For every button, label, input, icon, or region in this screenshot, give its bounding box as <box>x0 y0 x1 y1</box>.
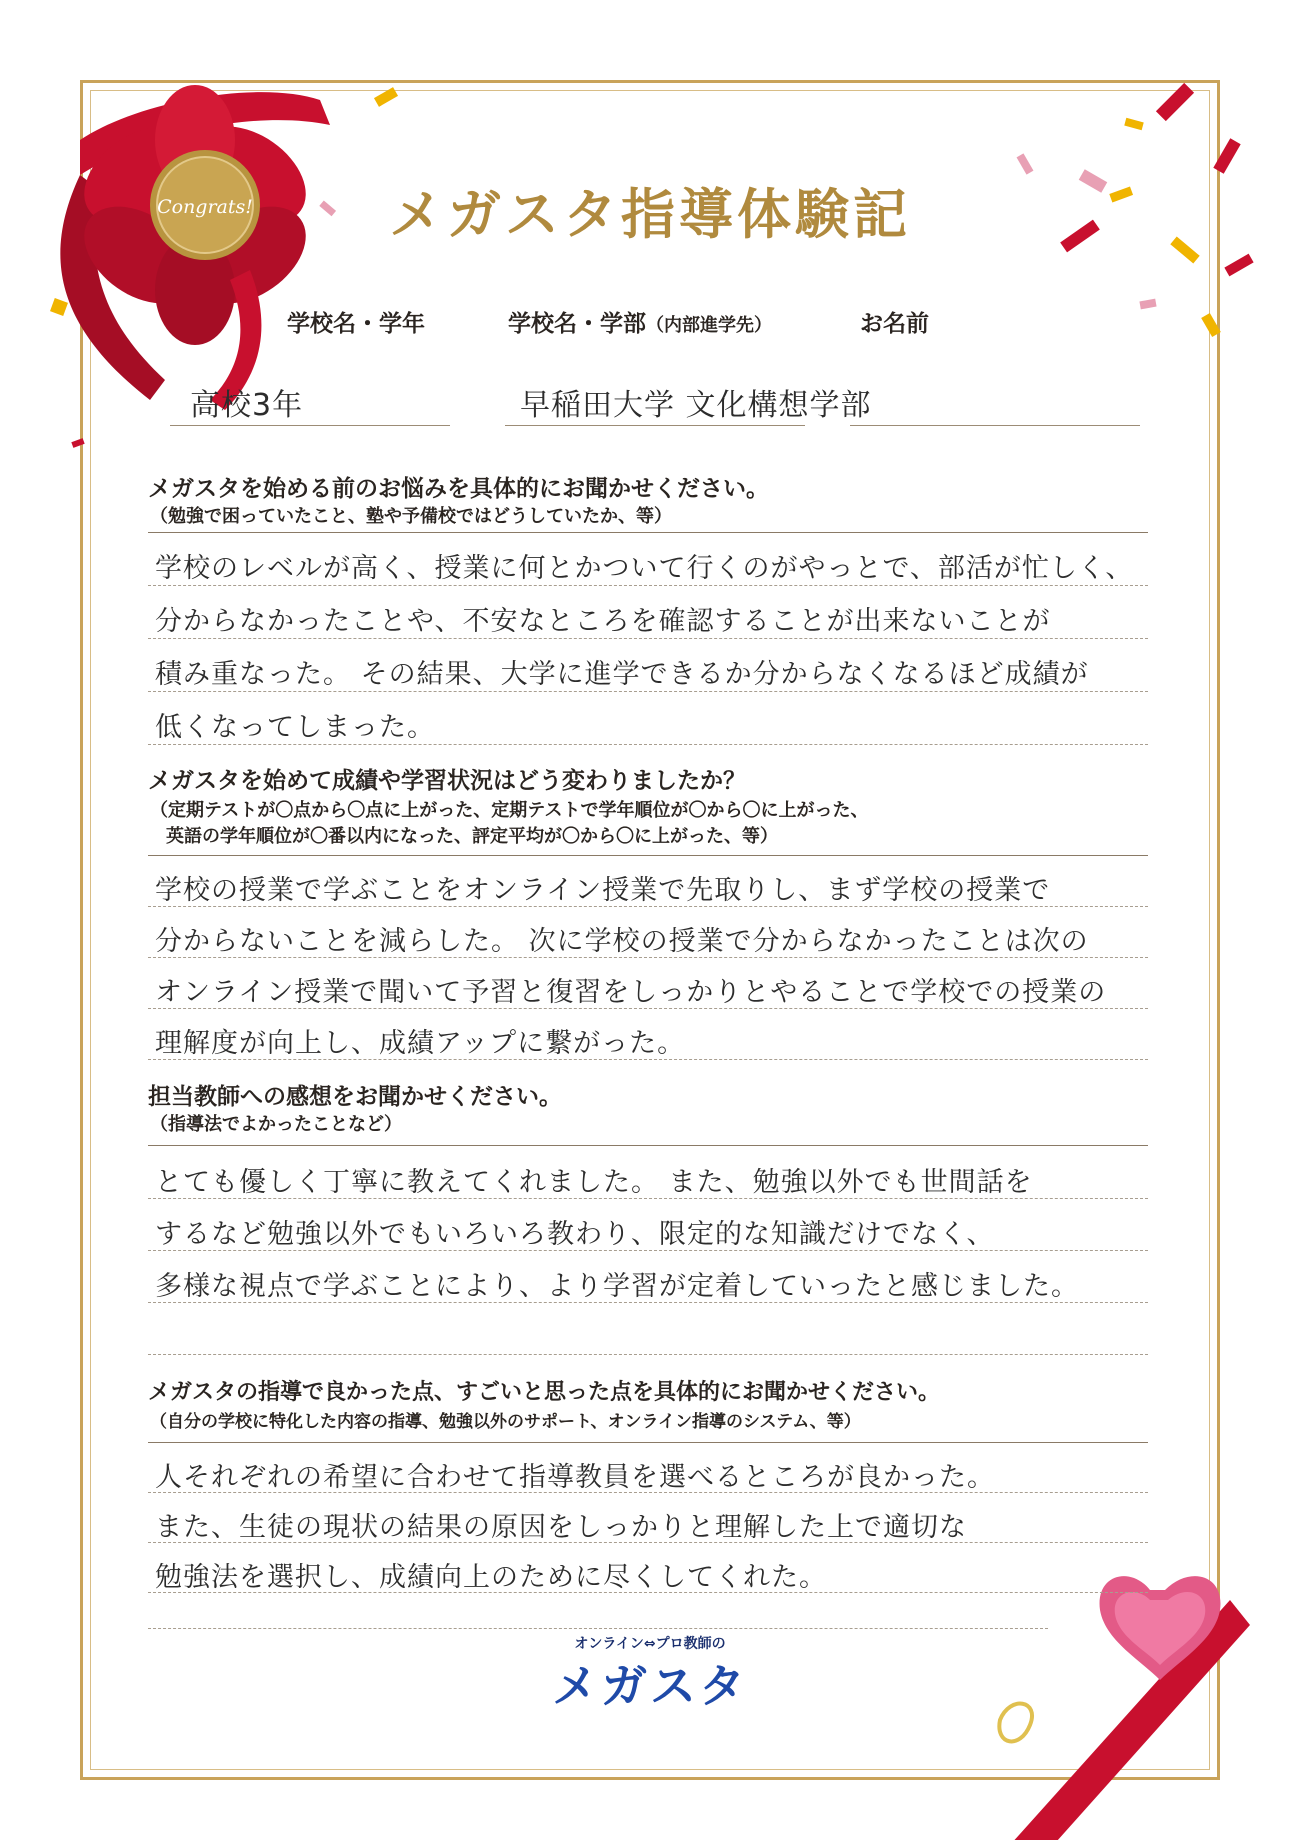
header-school-faculty-note: （内部進学先） <box>646 315 772 336</box>
question-2-note-1: （定期テストが〇点から〇点に上がった、定期テストで学年順位が〇から〇に上がった、 <box>150 800 869 821</box>
answer-3-rule <box>148 1302 1148 1303</box>
header-school-faculty <box>508 305 772 338</box>
answer-3-line-2: するなど勉強以外でもいろいろ教わり、限定的な知識だけでなく、 <box>155 1219 995 1250</box>
answer-1-line-1: 学校のレベルが高く、授業に何とかついて行くのがやっとで、部活が忙しく、 <box>155 553 1134 584</box>
answer-2-line-1: 学校の授業で学ぶことをオンライン授業で先取りし、まず学校の授業で <box>155 875 1051 906</box>
question-1-top-rule <box>148 532 1148 533</box>
answer-2-rule <box>148 1059 1148 1060</box>
answer-4-rule <box>148 1542 1148 1543</box>
value-school-faculty: 早稲田大学 文化構想学部 <box>520 388 872 423</box>
answer-4-rule <box>148 1628 1048 1629</box>
brand-logo: メガスタ <box>552 1659 748 1713</box>
answer-2-line-4: 理解度が向上し、成績アップに繋がった。 <box>155 1028 686 1059</box>
underline-school-grade <box>170 425 450 426</box>
answer-1-line-3: 積み重なった。 その結果、大学に進学できるか分からなくなるほど成績が <box>155 659 1089 690</box>
question-1-note: （勉強で困っていたこと、塾や予備校ではどうしていたか、等） <box>150 506 672 527</box>
answer-1-line-4: 低くなってしまった。 <box>155 712 435 743</box>
answer-2-line-2: 分からないことを減らした。 次に学校の授業で分からなかったことは次の <box>155 926 1089 957</box>
answer-4-line-3: 勉強法を選択し、成績向上のために尽くしてくれた。 <box>155 1562 827 1593</box>
underline-name <box>850 425 1140 426</box>
answer-3-rule <box>148 1198 1148 1199</box>
answer-2-rule <box>148 957 1148 958</box>
question-2-note-2: 英語の学年順位が〇番以内になった、評定平均が〇から〇に上がった、等） <box>166 826 778 847</box>
answer-2-line-3: オンライン授業で聞いて予習と復習をしっかりとやることで学校での授業の <box>155 977 1107 1008</box>
answer-4-line-2: また、生徒の現状の結果の原因をしっかりと理解した上で適切な <box>155 1512 967 1543</box>
answer-3-line-3: 多様な視点で学ぶことにより、より学習が定着していったと感じました。 <box>155 1271 1079 1302</box>
question-3-note: （指導法でよかったことなど） <box>150 1114 402 1135</box>
answer-4-line-1: 人それぞれの希望に合わせて指導教員を選べるところが良かった。 <box>155 1462 995 1493</box>
question-3-title: 担当教師への感想をお聞かせください。 <box>148 1083 562 1110</box>
answer-2-rule <box>148 906 1148 907</box>
answer-2-rule <box>148 1008 1148 1009</box>
answer-3-line-1: とても優しく丁寧に教えてくれました。 また、勉強以外でも世間話を <box>155 1167 1033 1198</box>
answer-3-rule <box>148 1354 1148 1355</box>
question-2-title: メガスタを始めて成績や学習状況はどう変わりましたか？ <box>148 767 746 794</box>
answer-4-rule <box>148 1492 1148 1493</box>
answer-1-rule <box>148 585 1148 586</box>
question-4-title: メガスタの指導で良かった点、すごいと思った点を具体的にお聞かせください。 <box>148 1379 941 1405</box>
question-3-top-rule <box>148 1145 1148 1146</box>
brand-tagline: オンライン⇔プロ教師の <box>574 1636 726 1652</box>
congrats-badge-text: Congrats! <box>157 196 253 218</box>
answer-1-rule <box>148 638 1148 639</box>
header-school-grade: 学校名・学年 <box>287 310 425 337</box>
question-2-top-rule <box>148 855 1148 856</box>
question-4-note: （自分の学校に特化した内容の指導、勉強以外のサポート、オンライン指導のシステム、等） <box>150 1412 861 1432</box>
answer-3-rule <box>148 1250 1148 1251</box>
question-1-title: メガスタを始める前のお悩みを具体的にお聞かせください。 <box>148 475 769 502</box>
header-school-faculty-label: 学校名・学部 <box>508 310 646 337</box>
answer-1-rule <box>148 691 1148 692</box>
underline-school-faculty <box>505 425 805 426</box>
header-name: お名前 <box>860 310 929 337</box>
answer-1-line-2: 分からなかったことや、不安なところを確認することが出来ないことが <box>155 606 1051 637</box>
page-title: メガスタ指導体験記 <box>389 182 911 246</box>
question-4-top-rule <box>148 1442 1148 1443</box>
answer-1-rule <box>148 744 1148 745</box>
value-school-grade: 高校3年 <box>190 388 304 423</box>
answer-4-rule <box>148 1592 1148 1593</box>
